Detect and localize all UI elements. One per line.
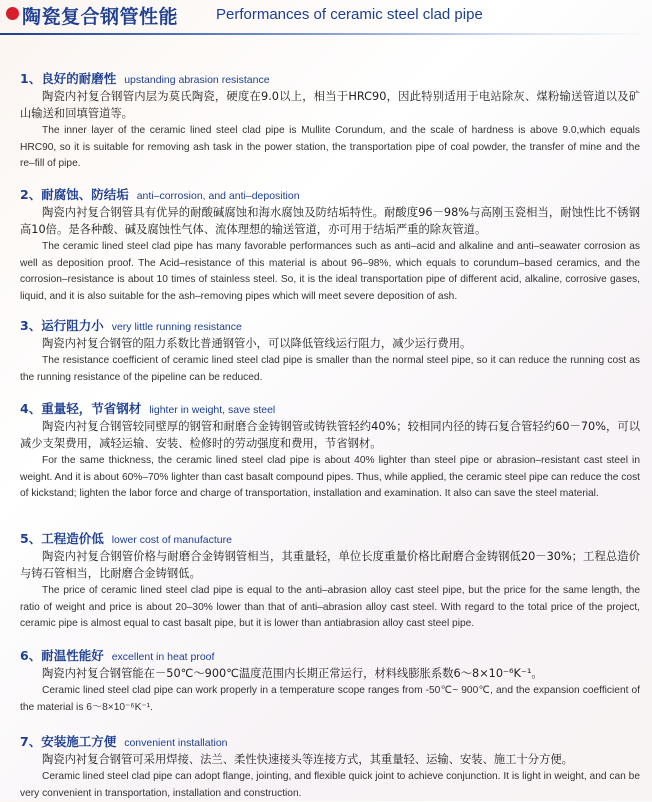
section-title-cn: 5、工程造价低	[20, 531, 104, 546]
section-title-en: lighter in weight, save steel	[149, 404, 276, 416]
section-text-cn: 陶瓷内衬复合钢管的阻力系数比普通钢管小，可以降低管线运行阻力，减少运行费用。	[42, 337, 472, 350]
section-title-en: anti–corrosion, and anti–deposition	[136, 190, 300, 202]
section-title-cn: 4、重量轻，节省钢材	[20, 401, 142, 416]
section-text-cn: 陶瓷内衬复合钢管内层为莫氏陶瓷，硬度在9.0以上，相当于HRC90，因此特别适用于电站除灰、煤粉输送管道以及矿山输送和回填管道等。	[20, 90, 640, 120]
section-title-cn: 1、良好的耐磨性	[20, 71, 117, 86]
red-bullet-icon	[6, 7, 19, 20]
section-title	[20, 648, 640, 664]
page-title-cn: 陶瓷复合钢管性能	[22, 6, 179, 28]
section-lighter-weight	[20, 401, 640, 503]
section-title	[20, 71, 640, 87]
section-text-en: Ceramic lined steel clad pipe can adopt flange, jointing, and flexible quick joint to achieve conjunction. It is light in weight, and can be very convenient in transportation, installation and construction.	[20, 771, 640, 799]
section-title-cn: 7、安装施工方便	[20, 734, 117, 749]
page-title-en: Performances of ceramic steel clad pipe	[216, 6, 483, 23]
section-title-en: very little running resistance	[111, 321, 242, 333]
section-text-en: The price of ceramic lined steel clad pipe is equal to the anti–abrasion alloy cast steel pipe, but the price for the same length, the ratio of weight and price is about 20–30% lower than that of anti–abrasion alloy cast steel. With regard to the total price of the project, ceramic pipe is almost equal to cast basalt pipe, but it is lower than antiabrasion alloy cast steel pipe.	[20, 585, 640, 630]
section-title	[20, 734, 640, 750]
section-title-cn: 6、耐温性能好	[20, 648, 104, 663]
section-heat-proof	[20, 648, 640, 716]
section-abrasion-resistance	[20, 71, 640, 173]
section-title-en: convenient installation	[124, 737, 228, 749]
section-text-en: Ceramic lined steel clad pipe can work properly in a temperature scope ranges from -50℃~ 900℃, and the expansion coefficient of the material is 6～8×10⁻⁶K⁻¹.	[20, 685, 640, 713]
page-header	[0, 0, 652, 40]
section-text-en: The resistance coefficient of ceramic lined steel clad pipe is smaller than the normal steel pipe, so it can reduce the running cost as the running resistance of the pipeline can be reduced.	[20, 355, 640, 383]
section-title	[20, 531, 640, 547]
section-text-en: The inner layer of the ceramic lined steel clad pipe is Mullite Corundum, and the scale of hardness is above 9.0,which equals HRC90, so it is suitable for removing ash task in the power station, the transportation pipe of coal powder, the transfer of mine and the re–fill of pipe.	[20, 125, 640, 170]
header-divider	[0, 33, 652, 35]
section-title-cn: 3、运行阻力小	[20, 318, 104, 333]
section-text-en: The ceramic lined steel clad pipe has many favorable performances such as anti–acid and alkaline and anti–seawater corrosion as well as deposition proof. The Acid–resistance of this material is about 96–98%, which equals to corundum–based ceramics, and the corrosion–resistance is about 10 times of stainless steel. So, it is the ideal transportation pipe of different acid, alkaline, corrosive gases, liquid, and it is also suitable for the ash–removing pipes which will meet severe deposition of ash.	[20, 241, 640, 302]
section-text-cn: 陶瓷内衬复合钢管能在－50℃～900℃温度范围内长期正常运行，材料线膨胀系数6～8×10⁻⁶K⁻¹。	[42, 667, 543, 680]
section-text-cn: 陶瓷内衬复合钢管可采用焊接、法兰、柔性快速接头等连接方式，其重量轻、运输、安装、施工十分方便。	[42, 753, 573, 766]
section-title-en: upstanding abrasion resistance	[124, 74, 270, 86]
section-title	[20, 318, 640, 334]
section-title-en: lower cost of manufacture	[111, 534, 232, 546]
section-anti-corrosion	[20, 187, 640, 305]
section-running-resistance	[20, 318, 640, 386]
section-text-cn: 陶瓷内衬复合钢管价格与耐磨合金铸钢管相当，其重量轻，单位长度重量价格比耐磨合金铸钢低20－30%；工程总造价与铸石管相当，比耐磨合金铸钢低。	[20, 550, 640, 580]
section-title-en: excellent in heat proof	[111, 651, 215, 663]
section-title	[20, 187, 640, 203]
section-title	[20, 401, 640, 417]
section-convenient-installation	[20, 734, 640, 802]
section-text-cn: 陶瓷内衬复合钢管较同壁厚的钢管和耐磨合金铸钢管或铸铁管轻约40%；较相同内径的铸石复合管轻约60－70%，可以减少支架费用，减轻运输、安装、检修时的劳动强度和费用，节省钢材。	[20, 420, 640, 450]
section-text-cn: 陶瓷内衬复合钢管具有优异的耐酸碱腐蚀和海水腐蚀及防结垢特性。耐酸度96－98%与高刚玉瓷相当，耐蚀性比不锈钢高10倍。是各种酸、碱及腐蚀性气体、流体理想的输送管道，亦可用于结垢严重的除灰管道。	[20, 206, 640, 236]
section-lower-cost	[20, 531, 640, 633]
section-title-cn: 2、耐腐蚀、防结垢	[20, 187, 129, 202]
section-text-en: For the same thickness, the ceramic lined steel clad pipe is about 40% lighter than steel pipe or abrasion–resistant cast steel in weight. And it is about 60%–70% lighter than cast basalt compound pipes. Thus, while applied, the ceramic steel pipe can reduce the cost of kickstand; lighten the labor force and charge of transportation, installation and examination. It also can save the steel material.	[20, 455, 640, 500]
